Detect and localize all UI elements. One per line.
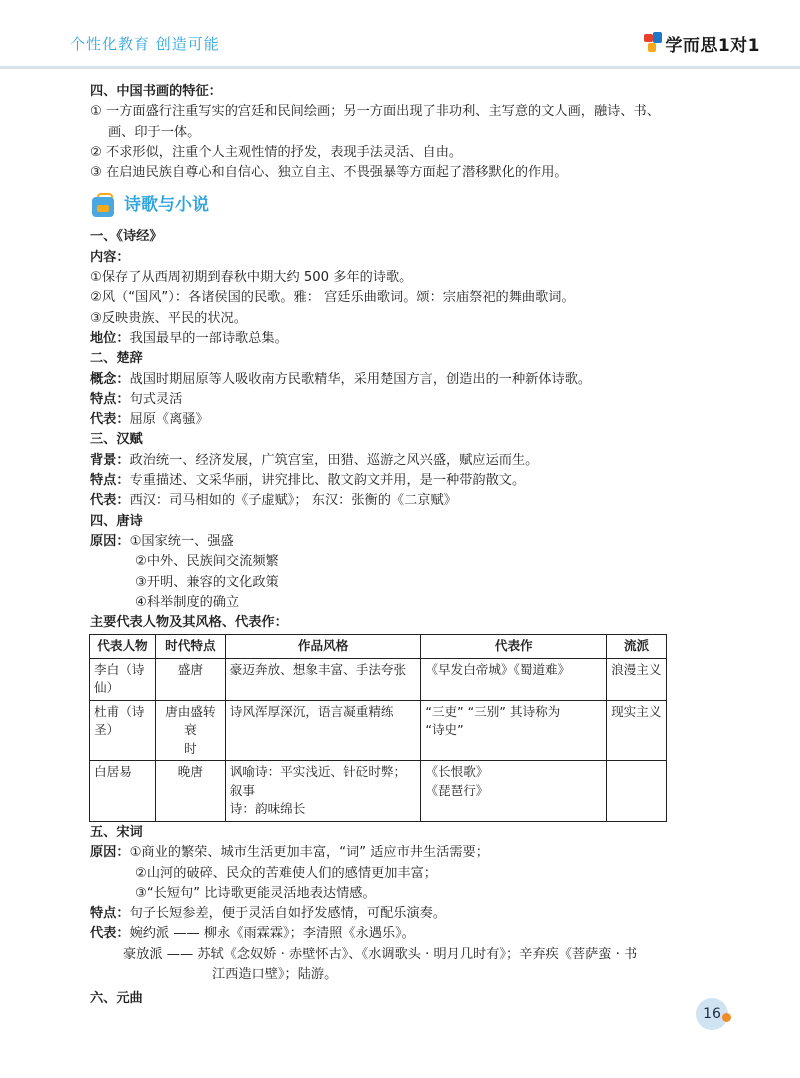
table-cell: 白居易 bbox=[90, 761, 156, 822]
table-cell: 杜甫（诗 圣） bbox=[90, 700, 156, 761]
table-cell: 现实主义 bbox=[607, 700, 667, 761]
hanfu-feature: 特点：专重描述、文采华丽，讲究排比、散文韵文并用，是一种带韵散文。 bbox=[90, 473, 526, 489]
table-cell: 李白（诗仙） bbox=[90, 658, 156, 700]
table-cell bbox=[607, 761, 667, 822]
logo-mark-icon bbox=[644, 32, 662, 54]
shijing-item: ②风（“国风”）：各诸侯国的民歌。雅： 宫廷乐曲歌词。颂：宗庙祭祀的舞曲歌词。 bbox=[90, 290, 575, 306]
section-title: 诗歌与小说 bbox=[124, 195, 209, 216]
table-cell: 晚唐 bbox=[155, 761, 225, 822]
page-number: 16 bbox=[696, 998, 728, 1030]
brand-logo bbox=[644, 30, 760, 56]
table-header-row bbox=[90, 635, 667, 659]
tangshi-table-title: 主要代表人物及其风格、代表作： bbox=[90, 615, 288, 631]
shijing-status: 地位：我国最早的一部诗歌总集。 bbox=[90, 330, 288, 346]
table-header: 作品风格 bbox=[225, 635, 421, 659]
page-header bbox=[0, 0, 800, 70]
schoolbag-icon bbox=[90, 192, 116, 218]
table-cell: 诗风浑厚深沉，语言凝重精练 bbox=[225, 700, 421, 761]
yuanqu-heading: 六、元曲 bbox=[90, 991, 143, 1007]
shijing-item: ③反映贵族、平民的状况。 bbox=[90, 310, 247, 326]
logo-text: 学而思1对1 bbox=[665, 35, 760, 56]
chuci-feature: 特点：句式灵活 bbox=[90, 391, 183, 407]
page-dot-icon bbox=[722, 1013, 731, 1022]
table-row bbox=[90, 700, 667, 761]
tangshi-reason: ②中外、民族间交流频繁 bbox=[135, 554, 279, 570]
songci-reason: ②山河的破碎、民众的苦难使人们的感情更加丰富； bbox=[135, 865, 437, 881]
songci-reason: 原因：①商业的繁荣、城市生活更加丰富，“词” 适应市井生活需要； bbox=[90, 845, 489, 861]
chuci-heading: 二、楚辞 bbox=[90, 351, 143, 367]
tangshi-reason: ③开明、兼容的文化政策 bbox=[135, 574, 279, 590]
chuci-rep: 代表：屈原《离骚》 bbox=[90, 412, 209, 428]
table-cell: 《长恨歌》 《琵琶行》 bbox=[421, 761, 607, 822]
table-row bbox=[90, 761, 667, 822]
songci-heading: 五、宋词 bbox=[90, 824, 143, 840]
table-header: 代表人物 bbox=[90, 635, 156, 659]
songci-feature: 特点：句子长短参差，便于灵活自如抒发感情，可配乐演奏。 bbox=[90, 906, 447, 922]
songci-rep: 江西造口壁》；陆游。 bbox=[212, 967, 338, 982]
section-header bbox=[90, 185, 730, 225]
songci-reason: ③“长短句” 比诗歌更能灵活地表达情感。 bbox=[135, 885, 376, 901]
calligraphy-heading: 四、中国书画的特征： bbox=[90, 84, 222, 99]
table-header: 时代特点 bbox=[155, 635, 225, 659]
shijing-item: ①保存了从西周初期到春秋中期大约 500 多年的诗歌。 bbox=[90, 270, 413, 286]
calligraphy-point: ① 一方面盛行注重写实的宫廷和民间绘画；另一方面出现了非功利、主写意的文人画，融诗、书、 bbox=[90, 104, 660, 120]
table-row bbox=[90, 658, 667, 700]
hanfu-heading: 三、汉赋 bbox=[90, 432, 143, 448]
table-cell: “三吏” “三别” 其诗称为 “诗史” bbox=[421, 700, 607, 761]
calligraphy-point: ③ 在启迪民族自尊心和自信心、独立自主、不畏强暴等方面起了潜移默化的作用。 bbox=[90, 165, 568, 181]
tangshi-reason: 原因：①国家统一、强盛 bbox=[90, 533, 234, 549]
table-cell: 盛唐 bbox=[155, 658, 225, 700]
tangshi-reason: ④科举制度的确立 bbox=[135, 594, 240, 610]
chuci-concept: 概念：战国时期屈原等人吸收南方民歌精华，采用楚国方言，创造出的一种新体诗歌。 bbox=[90, 371, 592, 387]
shijing-content-label: 内容： bbox=[90, 249, 130, 265]
table-cell: 讽喻诗：平实浅近、针砭时弊；叙事 诗：韵味绵长 bbox=[225, 761, 421, 822]
calligraphy-point: 画、印于一体。 bbox=[108, 124, 201, 140]
table-header: 流派 bbox=[607, 635, 667, 659]
songci-rep: 豪放派 —— 苏轼《念奴娇 · 赤壁怀古》、《水调歌头 · 明月几时有》；辛弃疾《菩萨蛮 · 书 bbox=[123, 946, 638, 962]
table-cell: 豪迈奔放、想象丰富、手法夸张 bbox=[225, 658, 421, 700]
header-slogan: 个性化教育 创造可能 bbox=[70, 35, 220, 53]
hanfu-rep: 代表：西汉：司马相如的《子虚赋》； 东汉：张衡的《二京赋》 bbox=[90, 493, 457, 509]
tangshi-heading: 四、唐诗 bbox=[90, 513, 143, 529]
songci-rep: 代表：婉约派 —— 柳永《雨霖霖》；李清照《永遇乐》。 bbox=[90, 926, 415, 942]
table-cell: 浪漫主义 bbox=[607, 658, 667, 700]
table-cell: 《早发白帝城》《蜀道难》 bbox=[421, 658, 607, 700]
poets-table bbox=[89, 634, 667, 822]
hanfu-bg: 背景：政治统一、经济发展，广筑宫室，田猎、巡游之风兴盛，赋应运而生。 bbox=[90, 452, 539, 468]
header-divider bbox=[0, 66, 800, 69]
document-body bbox=[90, 82, 730, 1010]
table-header: 代表作 bbox=[421, 635, 607, 659]
table-cell: 唐由盛转衰 时 bbox=[155, 700, 225, 761]
calligraphy-point: ② 不求形似，注重个人主观性情的抒发，表现手法灵活、自由。 bbox=[90, 144, 463, 160]
shijing-heading: 一、《诗经》 bbox=[90, 229, 163, 245]
